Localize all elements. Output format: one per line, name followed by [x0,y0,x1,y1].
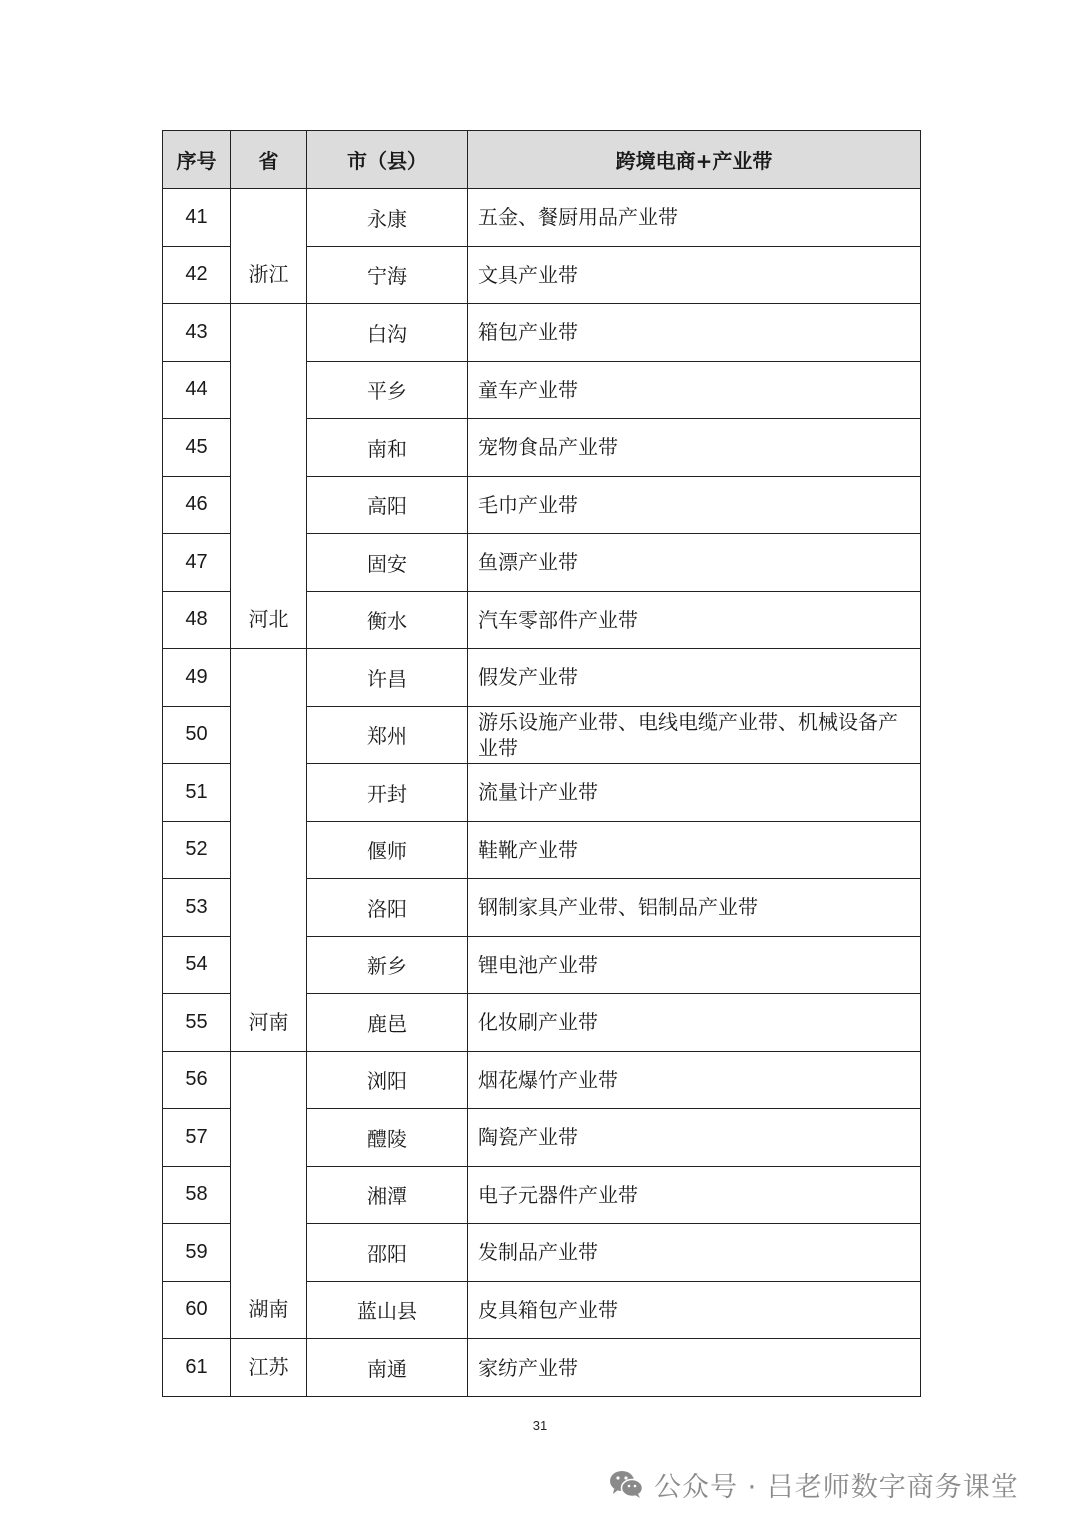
province-cell [231,304,307,649]
row-number: 42 [163,246,231,304]
industry-cell: 家纺产业带 [468,1339,921,1397]
row-number: 43 [163,304,231,362]
row-number: 61 [163,1339,231,1397]
industry-cell: 陶瓷产业带 [468,1109,921,1167]
industry-cell: 锂电池产业带 [468,936,921,994]
city-cell: 新乡 [307,936,468,994]
wechat-icon [608,1468,644,1500]
row-number: 51 [163,764,231,822]
province-cell [231,1051,307,1339]
row-number: 50 [163,706,231,764]
province-label: 江苏 [248,1355,289,1379]
header-no: 序号 [163,131,231,189]
industry-cell: 钢制家具产业带、铝制品产业带 [468,879,921,937]
table-row [163,1339,921,1397]
industry-cell: 童车产业带 [468,361,921,419]
industry-cell: 电子元器件产业带 [468,1166,921,1224]
city-cell: 蓝山县 [307,1281,468,1339]
row-number: 54 [163,936,231,994]
city-cell: 白沟 [307,304,468,362]
row-number: 58 [163,1166,231,1224]
city-cell: 永康 [307,189,468,247]
industry-cell: 发制品产业带 [468,1224,921,1282]
table-row [163,189,921,247]
row-number: 60 [163,1281,231,1339]
province-label: 河北 [248,607,289,631]
row-number: 46 [163,476,231,534]
industry-cell: 汽车零部件产业带 [468,591,921,649]
city-cell: 平乡 [307,361,468,419]
industry-cell: 毛巾产业带 [468,476,921,534]
province-label: 湖南 [248,1297,289,1321]
table-header-row [163,131,921,189]
row-number: 47 [163,534,231,592]
watermark-text: 公众号 · 吕老师数字商务课堂 [654,1471,1019,1503]
row-number: 56 [163,1051,231,1109]
industry-cell: 皮具箱包产业带 [468,1281,921,1339]
row-number: 45 [163,419,231,477]
industry-cell: 流量计产业带 [468,764,921,822]
province-cell [231,649,307,1052]
province-label: 浙江 [248,262,289,286]
header-province: 省 [231,131,307,189]
row-number: 57 [163,1109,231,1167]
table-row [163,304,921,362]
watermark [608,1462,1019,1506]
industry-cell: 游乐设施产业带、电线电缆产业带、机械设备产业带 [468,706,921,764]
city-cell: 南通 [307,1339,468,1397]
city-cell: 宁海 [307,246,468,304]
industry-cell: 化妆刷产业带 [468,994,921,1052]
page-number: 31 [532,1418,548,1433]
industry-cell: 五金、餐厨用品产业带 [468,189,921,247]
city-cell: 南和 [307,419,468,477]
row-number: 52 [163,821,231,879]
row-number: 55 [163,994,231,1052]
city-cell: 郑州 [307,706,468,764]
header-industry: 跨境电商+产业带 [468,131,921,189]
city-cell: 偃师 [307,821,468,879]
industry-cell: 鱼漂产业带 [468,534,921,592]
industry-belt-table [162,130,921,1397]
city-cell: 衡水 [307,591,468,649]
industry-cell: 文具产业带 [468,246,921,304]
city-cell: 醴陵 [307,1109,468,1167]
industry-cell: 烟花爆竹产业带 [468,1051,921,1109]
province-label: 河南 [248,1009,289,1034]
row-number: 48 [163,591,231,649]
industry-cell: 鞋靴产业带 [468,821,921,879]
header-city: 市（县） [307,131,468,189]
city-cell: 许昌 [307,649,468,707]
table-row [163,649,921,707]
city-cell: 开封 [307,764,468,822]
row-number: 49 [163,649,231,707]
city-cell: 鹿邑 [307,994,468,1052]
row-number: 44 [163,361,231,419]
city-cell: 浏阳 [307,1051,468,1109]
province-cell [231,1339,307,1397]
table-body [163,189,921,1397]
industry-cell: 假发产业带 [468,649,921,707]
table-row [163,1051,921,1109]
province-cell [231,189,307,304]
industry-cell: 宠物食品产业带 [468,419,921,477]
row-number: 41 [163,189,231,247]
row-number: 53 [163,879,231,937]
city-cell: 固安 [307,534,468,592]
city-cell: 邵阳 [307,1224,468,1282]
city-cell: 高阳 [307,476,468,534]
city-cell: 湘潭 [307,1166,468,1224]
row-number: 59 [163,1224,231,1282]
city-cell: 洛阳 [307,879,468,937]
industry-cell: 箱包产业带 [468,304,921,362]
